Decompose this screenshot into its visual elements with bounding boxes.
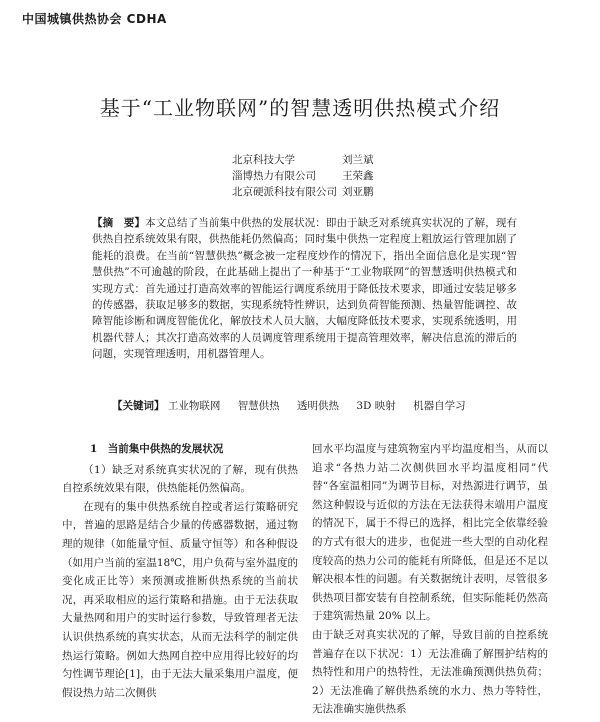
subheading-paragraph: （1）缺乏对系统真实状况的了解，现有供热自控系统效果有限，供热能耗仍然偏高。 bbox=[62, 463, 298, 495]
author-row bbox=[232, 152, 402, 168]
keyword: 3D 映射 bbox=[356, 400, 396, 412]
author-name: 刘亚鹏 bbox=[342, 186, 374, 198]
author-affiliation: 北京科技大学 bbox=[232, 154, 295, 166]
body-paragraph: 在现有的集中供热系统自控或者运行策略研究中，普遍的思路是结合少量的传感器数据，通过物理的规律（如能量守恒、质量守恒等）和各种假设（如用户当前的室温18℃，用户负荷与室外温度的变化成正比等）来预测或推断供热系统的当前状况，再采取相应的运行策略和措施。由于无法获取大量热网和用户的实时运行参数，导致管理者无法认识供热系统的真实状态，从而无法科学的制定供热运行策略。例如大热网自控中应用得比较好的均匀性调节理论[1]，由于无法大量采集用户温度，便假设热力站二次侧供 bbox=[62, 500, 298, 699]
author-row bbox=[232, 168, 402, 184]
keywords bbox=[112, 398, 517, 414]
abstract-label: 【摘 要】 bbox=[92, 217, 146, 229]
author-affiliation: 北京硬派科技有限公司 bbox=[232, 186, 337, 198]
author-name: 刘兰斌 bbox=[342, 154, 374, 166]
keyword: 透明供热 bbox=[297, 400, 340, 412]
body-column-left bbox=[62, 440, 298, 702]
body-paragraph: 回水平均温度与建筑物室内平均温度相当，从而以追求“各热力站二次侧供回水平均温度相同”代替“各室温相同”为调节目标，对热源进行调节，虽然这种假设与近似的方法在无法获得末端用户温度的情况下，属于不得已的选择，相比完全依靠经验的方式有很大的进步，也促进一些大型的自动化程度较高的热力公司的能耗有所降低，但是还不足以解决根本性的问题。有关数据统计表明，尽管很多供热项目都安装有自控制系统，但实际能耗仍然高于建筑需热量 20% 以上。 bbox=[312, 443, 548, 623]
abstract bbox=[92, 215, 517, 363]
article-title: 基于“工业物联网”的智慧透明供热模式介绍 bbox=[99, 96, 501, 120]
body-paragraph: 由于缺乏对真实状况的了解，导致目前的自控系统普遍存在以下状况：1）无法准确了解围护结构的热特性和用户的热特性，无法准确预测供热负荷；2）无法准确了解供热系统的水力、热力等特性，无法准确实施供热系 bbox=[312, 628, 548, 716]
author-list bbox=[232, 152, 402, 200]
author-name: 王荣鑫 bbox=[342, 170, 374, 182]
author-affiliation: 淄博热力有限公司 bbox=[232, 170, 316, 182]
keyword: 工业物联网 bbox=[167, 400, 221, 412]
keyword: 智慧供热 bbox=[237, 400, 280, 412]
keywords-label: 【关键词】 bbox=[112, 400, 165, 412]
section-heading: 1 当前集中供热的发展状况 bbox=[90, 443, 224, 455]
body-column-right bbox=[312, 440, 548, 719]
keyword: 机器自学习 bbox=[413, 400, 466, 412]
journal-header: 中国城镇供热协会 CDHA bbox=[22, 12, 167, 26]
author-row bbox=[232, 184, 402, 200]
abstract-text: 本文总结了当前集中供热的发展状况：即由于缺乏对系统真实状况的了解，现有供热自控系统效果有限，供热能耗仍然偏高；同时集中供热一定程度上粗放运行管理加剧了能耗的浪费。在当前“智慧供热”概念被一定程度炒作的情况下，指出全面信息化是实现“智慧供热”不可逾越的阶段，在此基础上提出了一种基于“工业物联网”的智慧透明供热模式和实现方式：首先通过打造高效率的智能运行调度系统用于降低技术要求，即通过安装足够多的传感器，获取足够多的数据，实现系统特性辨识，达到负荷智能预测、热量智能调控、故障智能诊断和调度智能优化，解放技术人员大脑，大幅度降低技术要求，实现系统透明，用机器代替人；其次打造高效率的人员调度管理系统用于提高管理效率，解决信息流的滞后的问题，实现管理透明，用机器管理人。 bbox=[92, 217, 518, 361]
